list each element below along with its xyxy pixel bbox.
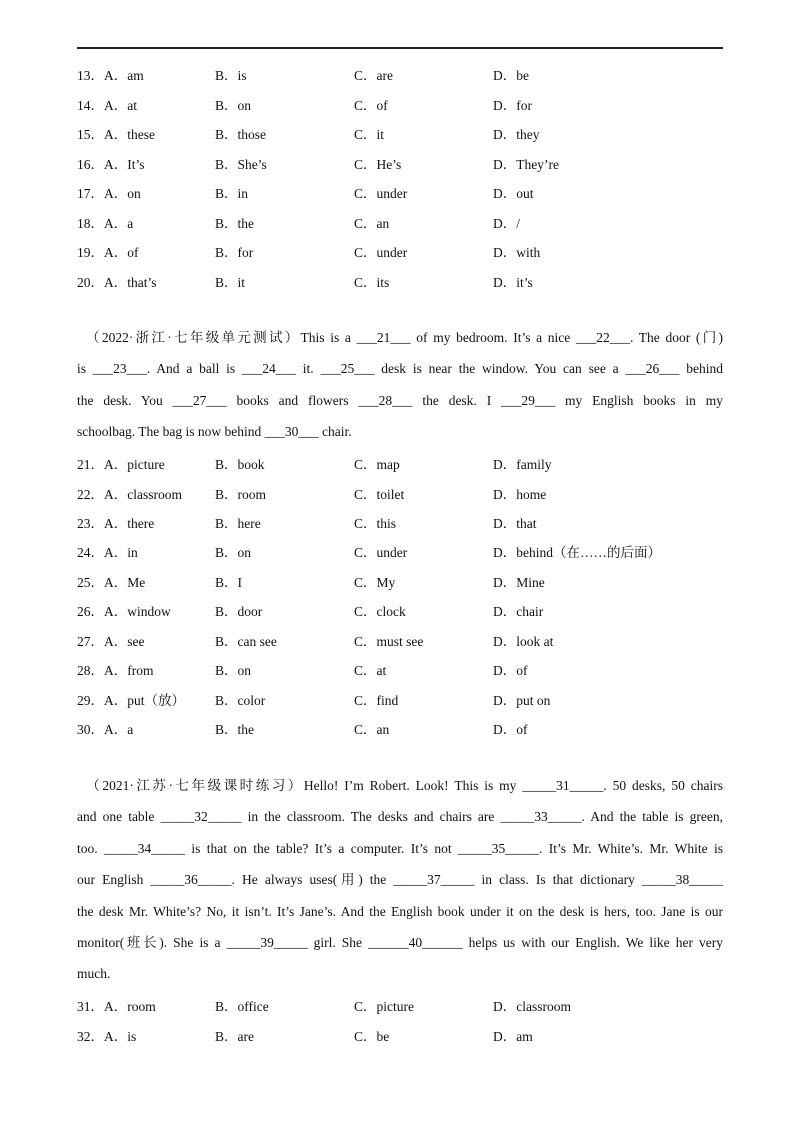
option-c[interactable]: C．under xyxy=(354,245,408,260)
passage-line: too. _____34_____ is that on the table? It’s a computer. It’s not _____35_____. It’s Mr. White’s. Mr. White is xyxy=(77,841,723,856)
option-c[interactable]: C．He’s xyxy=(354,157,402,172)
option-d[interactable]: D．Mine xyxy=(493,575,545,590)
option-a[interactable]: 25．A．Me xyxy=(77,575,146,590)
option-d[interactable]: D．family xyxy=(493,457,552,472)
option-a[interactable]: 31．A．room xyxy=(77,999,156,1014)
option-a[interactable]: 18．A．a xyxy=(77,216,134,231)
option-a[interactable]: 17．A．on xyxy=(77,186,141,201)
passage-line: （2022·浙江·七年级单元测试）This is a ___21___ of my bedroom. It’s a nice ___22___. The door (门) xyxy=(77,330,723,345)
passage-line: is ___23___. And a ball is ___24___ it. ___25___ desk is near the window. You can see a ___26___ behind xyxy=(77,361,723,376)
option-b[interactable]: B．on xyxy=(215,98,252,113)
option-c[interactable]: C．under xyxy=(354,545,408,560)
option-a[interactable]: 30．A．a xyxy=(77,722,134,737)
option-b[interactable]: B．on xyxy=(215,663,252,678)
option-b[interactable]: B．color xyxy=(215,693,266,708)
option-c[interactable]: C．this xyxy=(354,516,397,531)
option-b[interactable]: B．book xyxy=(215,457,265,472)
option-b[interactable]: B．here xyxy=(215,516,261,531)
option-b[interactable]: B．office xyxy=(215,999,269,1014)
option-d[interactable]: D．be xyxy=(493,68,529,83)
question-row xyxy=(77,512,737,532)
option-a[interactable]: 16．A．It’s xyxy=(77,157,145,172)
question-row xyxy=(77,600,737,620)
passage-line: much. xyxy=(77,966,111,981)
top-rule xyxy=(77,47,723,49)
option-d[interactable]: D．that xyxy=(493,516,537,531)
question-row xyxy=(77,153,737,173)
option-c[interactable]: C．its xyxy=(354,275,390,290)
question-row xyxy=(77,630,737,650)
option-c[interactable]: C．must see xyxy=(354,634,424,649)
option-d[interactable]: D．look at xyxy=(493,634,554,649)
option-b[interactable]: B．on xyxy=(215,545,252,560)
option-d[interactable]: D．they xyxy=(493,127,540,142)
option-c[interactable]: C．of xyxy=(354,98,388,113)
option-a[interactable]: 29．A．put（放） xyxy=(77,693,185,708)
question-row xyxy=(77,182,737,202)
option-c[interactable]: C．My xyxy=(354,575,396,590)
option-a[interactable]: 23．A．there xyxy=(77,516,155,531)
passage-line: the desk. You ___27___ books and flowers ___28___ the desk. I ___29___ my English books in my xyxy=(77,393,723,408)
option-c[interactable]: C．at xyxy=(354,663,387,678)
option-d[interactable]: D．am xyxy=(493,1029,533,1044)
option-c[interactable]: C．under xyxy=(354,186,408,201)
option-a[interactable]: 22．A．classroom xyxy=(77,487,182,502)
passage-line: monitor(班长). She is a _____39_____ girl. She ______40______ helps us with our English. We like her very xyxy=(77,935,723,950)
option-c[interactable]: C．it xyxy=(354,127,385,142)
option-a[interactable]: 13．A．am xyxy=(77,68,144,83)
option-c[interactable]: C．toilet xyxy=(354,487,405,502)
option-b[interactable]: B．those xyxy=(215,127,267,142)
option-d[interactable]: D．out xyxy=(493,186,534,201)
option-a[interactable]: 28．A．from xyxy=(77,663,154,678)
option-d[interactable]: D．for xyxy=(493,98,532,113)
passage-line: （2021·江苏·七年级课时练习）Hello! I’m Robert. Look! This is my _____31_____. 50 desks, 50 chairs xyxy=(77,778,723,793)
option-d[interactable]: D．of xyxy=(493,722,528,737)
option-d[interactable]: D．They’re xyxy=(493,157,559,172)
option-a[interactable]: 20．A．that’s xyxy=(77,275,157,290)
passage-line: and one table _____32_____ in the classroom. The desks and chairs are _____33_____. And the table is green, xyxy=(77,809,723,824)
question-row xyxy=(77,123,737,143)
passage-line: the desk Mr. White’s? No, it isn’t. It’s Jane’s. And the English book under it on the desk is hers, too. Jane is our xyxy=(77,904,723,919)
option-a[interactable]: 14．A．at xyxy=(77,98,137,113)
option-a[interactable]: 15．A．these xyxy=(77,127,155,142)
question-row xyxy=(77,718,737,738)
question-row xyxy=(77,541,737,561)
option-a[interactable]: 27．A．see xyxy=(77,634,145,649)
option-c[interactable]: C．picture xyxy=(354,999,414,1014)
option-a[interactable]: 24．A．in xyxy=(77,545,138,560)
option-d[interactable]: D．behind（在……的后面） xyxy=(493,545,661,560)
question-row xyxy=(77,64,737,84)
question-row xyxy=(77,483,737,503)
question-row xyxy=(77,212,737,232)
option-c[interactable]: C．find xyxy=(354,693,399,708)
option-c[interactable]: C．clock xyxy=(354,604,406,619)
option-b[interactable]: B．in xyxy=(215,186,249,201)
option-b[interactable]: B．are xyxy=(215,1029,254,1044)
question-row xyxy=(77,453,737,473)
option-b[interactable]: B．for xyxy=(215,245,254,260)
option-d[interactable]: D．/ xyxy=(493,216,520,231)
question-row xyxy=(77,659,737,679)
question-row xyxy=(77,241,737,261)
question-row xyxy=(77,571,737,591)
option-b[interactable]: B．it xyxy=(215,275,246,290)
option-c[interactable]: C．an xyxy=(354,216,390,231)
option-a[interactable]: 26．A．window xyxy=(77,604,171,619)
option-d[interactable]: D．home xyxy=(493,487,547,502)
option-c[interactable]: C．an xyxy=(354,722,390,737)
option-b[interactable]: B．She’s xyxy=(215,157,267,172)
option-b[interactable]: B．the xyxy=(215,722,254,737)
option-d[interactable]: D．of xyxy=(493,663,528,678)
question-row xyxy=(77,94,737,114)
option-d[interactable]: D．with xyxy=(493,245,541,260)
question-row xyxy=(77,995,737,1015)
option-b[interactable]: B．is xyxy=(215,68,247,83)
question-row xyxy=(77,689,737,709)
option-d[interactable]: D．put on xyxy=(493,693,551,708)
option-c[interactable]: C．map xyxy=(354,457,400,472)
option-b[interactable]: B．I xyxy=(215,575,242,590)
passage-line: our English _____36_____. He always uses(用) the _____37_____ in class. Is that dictionary _____38_____ xyxy=(77,872,723,887)
option-d[interactable]: D．classroom xyxy=(493,999,571,1014)
option-b[interactable]: B．can see xyxy=(215,634,277,649)
option-d[interactable]: D．it’s xyxy=(493,275,533,290)
passage-line: schoolbag. The bag is now behind ___30___ chair. xyxy=(77,424,352,439)
option-b[interactable]: B．door xyxy=(215,604,263,619)
option-c[interactable]: C．are xyxy=(354,68,393,83)
option-a[interactable]: 19．A．of xyxy=(77,245,139,260)
option-b[interactable]: B．room xyxy=(215,487,267,502)
option-c[interactable]: C．be xyxy=(354,1029,390,1044)
option-a[interactable]: 32．A．is xyxy=(77,1029,137,1044)
question-row xyxy=(77,1025,737,1045)
question-row xyxy=(77,271,737,291)
option-d[interactable]: D．chair xyxy=(493,604,544,619)
option-b[interactable]: B．the xyxy=(215,216,254,231)
option-a[interactable]: 21．A．picture xyxy=(77,457,165,472)
